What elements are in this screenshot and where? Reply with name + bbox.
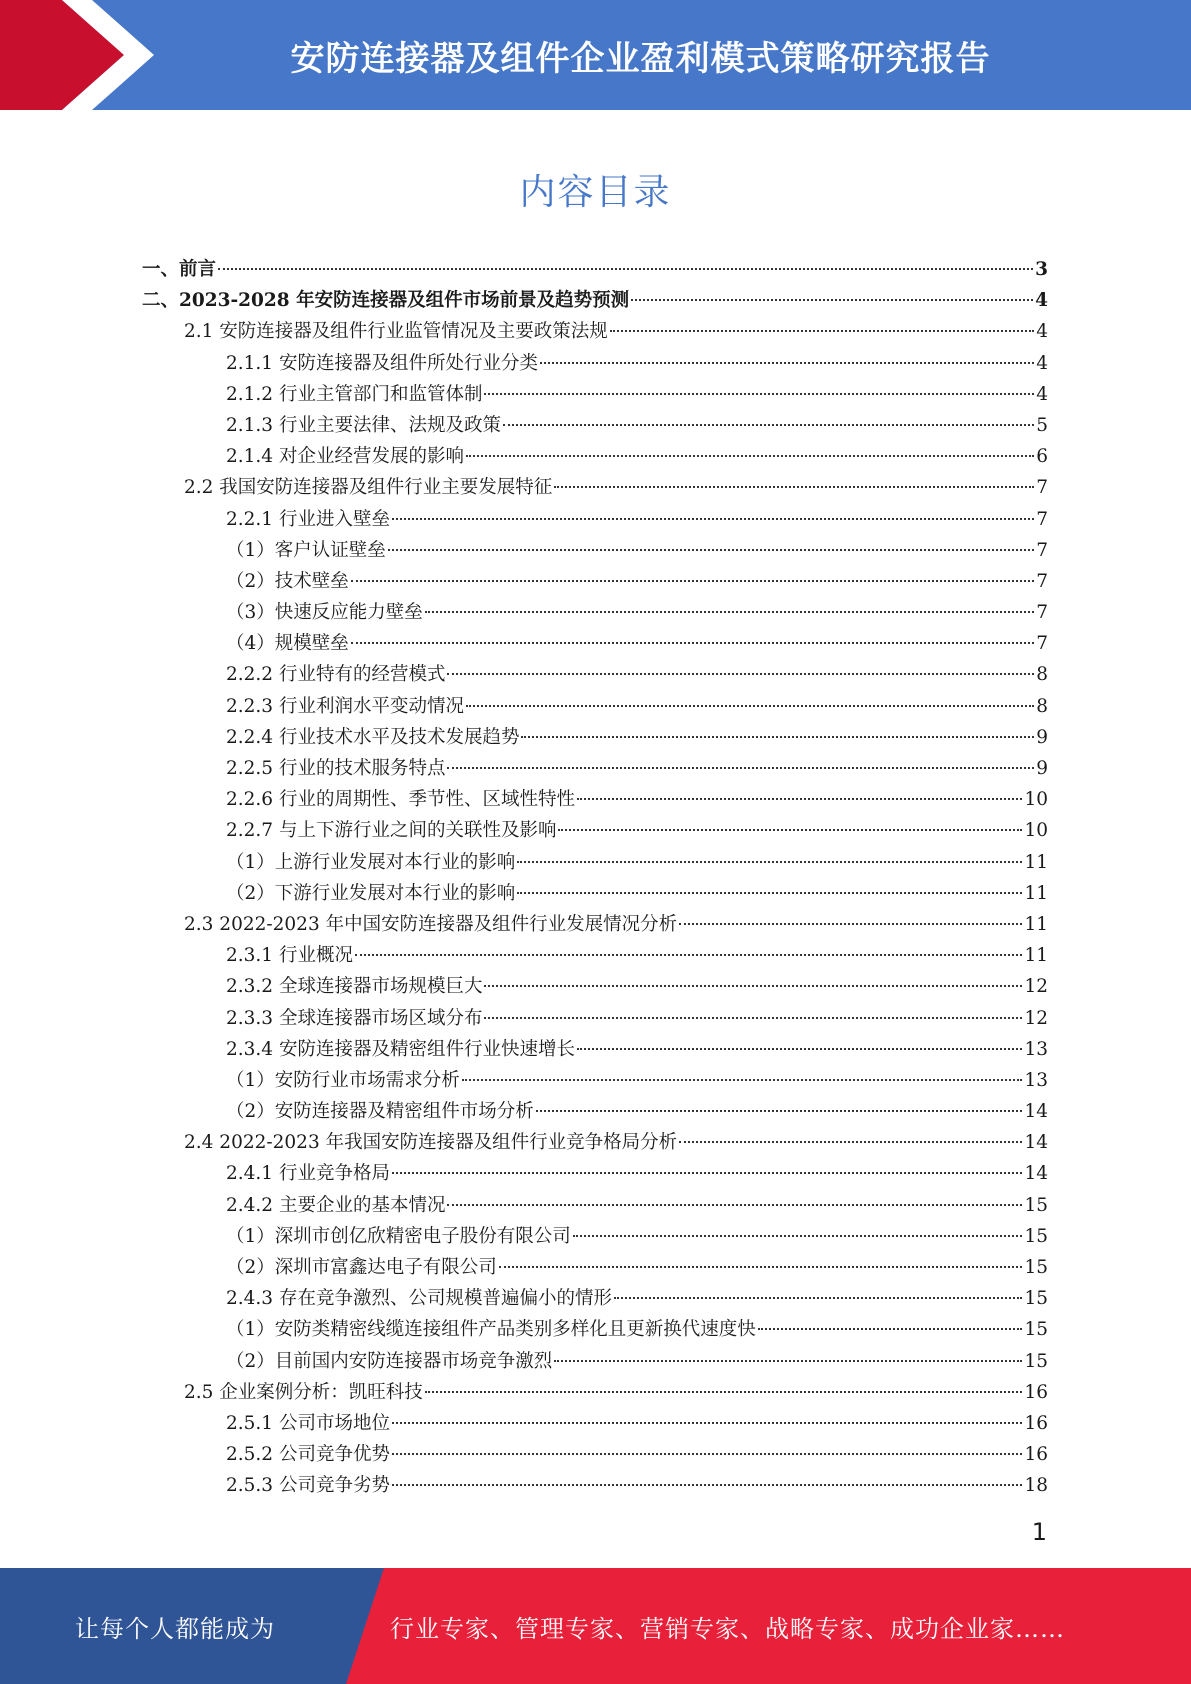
- toc-dot-leader: [462, 1079, 1023, 1081]
- toc-entry-page: 7: [1036, 570, 1048, 592]
- toc-entry-label: （2）深圳市富鑫达电子有限公司: [226, 1257, 497, 1278]
- toc-entry-label: 2.3.3 全球连接器市场区域分布: [226, 1007, 483, 1029]
- toc-entry[interactable]: [142, 285, 1048, 316]
- toc-dot-leader: [466, 455, 1034, 457]
- toc-dot-leader: [573, 1235, 1023, 1237]
- toc-entry-label: （1）深圳市创亿欣精密电子股份有限公司: [226, 1225, 571, 1247]
- report-title: 安防连接器及组件企业盈利模式策略研究报告: [290, 38, 991, 79]
- toc-dot-leader: [503, 424, 1034, 426]
- toc-dot-leader: [577, 1048, 1022, 1050]
- toc-entry[interactable]: [142, 1408, 1048, 1439]
- toc-entry[interactable]: [142, 410, 1048, 441]
- toc-entry-page: 11: [1024, 882, 1048, 904]
- toc-entry-page: 15: [1024, 1257, 1048, 1278]
- toc-entry[interactable]: [142, 628, 1048, 659]
- toc-entry-page: 4: [1036, 321, 1048, 343]
- toc-entry-label: 2.4.3 存在竞争激烈、公司规模普遍偏小的情形: [226, 1288, 612, 1310]
- toc-dot-leader: [351, 642, 1034, 644]
- toc-entry[interactable]: [142, 753, 1048, 784]
- toc-entry[interactable]: [142, 1127, 1048, 1158]
- toc-entry-label: 2.5.1 公司市场地位: [226, 1412, 390, 1434]
- toc-entry-label: 2.5 企业案例分析：凯旺科技: [184, 1381, 423, 1403]
- toc-entry-label: 2.1.4 对企业经营发展的影响: [226, 446, 464, 468]
- toc-entry[interactable]: [142, 1439, 1048, 1470]
- toc-entry-label: 2.4.2 主要企业的基本情况: [226, 1194, 446, 1216]
- toc-entry-page: 12: [1024, 1007, 1048, 1029]
- toc-entry-label: （1）安防行业市场需求分析: [226, 1069, 460, 1091]
- toc-dot-leader: [392, 1453, 1022, 1455]
- toc-entry[interactable]: [142, 1283, 1048, 1314]
- toc-entry-label: 2.2 我国安防连接器及组件行业主要发展特征: [184, 477, 553, 499]
- toc-entry-page: 11: [1024, 851, 1048, 873]
- toc-entry[interactable]: [142, 1470, 1048, 1501]
- toc-entry[interactable]: [142, 878, 1048, 909]
- toc-dot-leader: [484, 393, 1034, 395]
- toc-entry[interactable]: [142, 1096, 1048, 1127]
- toc-entry[interactable]: [142, 784, 1048, 815]
- toc-entry[interactable]: [142, 1065, 1048, 1096]
- toc-dot-leader: [521, 736, 1034, 738]
- toc-entry[interactable]: [142, 1314, 1048, 1345]
- toc-entry[interactable]: [142, 1252, 1048, 1283]
- toc-dot-leader: [425, 1391, 1023, 1393]
- toc-dot-leader: [484, 1017, 1022, 1019]
- toc-entry-label: （1）上游行业发展对本行业的影响: [226, 851, 516, 873]
- toc-entry-label: 2.2.3 行业利润水平变动情况: [226, 695, 464, 717]
- toc-heading: 内容目录: [519, 172, 672, 213]
- page-header: [0, 0, 1191, 110]
- toc-entry-page: 7: [1036, 539, 1048, 561]
- toc-entry[interactable]: [142, 597, 1048, 628]
- toc-entry[interactable]: [142, 1221, 1048, 1252]
- toc-entry[interactable]: [142, 659, 1048, 690]
- toc-entry-label: （2）下游行业发展对本行业的影响: [226, 882, 516, 904]
- toc-entry-page: 7: [1036, 477, 1048, 499]
- toc-entry-label: 2.2.1 行业进入壁垒: [226, 508, 390, 530]
- toc-entry-label: 2.1 安防连接器及组件行业监管情况及主要政策法规: [184, 321, 608, 343]
- toc-entry[interactable]: [142, 1034, 1048, 1065]
- toc-entry-label: （4）规模壁垒: [226, 633, 349, 655]
- toc-dot-leader: [392, 1172, 1022, 1174]
- toc-entry-label: 2.1.3 行业主要法律、法规及政策: [226, 414, 501, 436]
- toc-entry-label: 2.3.2 全球连接器市场规模巨大: [226, 976, 483, 998]
- toc-entry-label: （2）目前国内安防连接器市场竞争激烈: [226, 1350, 553, 1372]
- toc-entry-page: 8: [1036, 664, 1048, 686]
- toc-entry[interactable]: [142, 722, 1048, 753]
- toc-entry[interactable]: [142, 847, 1048, 878]
- toc-entry[interactable]: [142, 691, 1048, 722]
- toc-entry-page: 4: [1035, 290, 1048, 312]
- toc-entry-label: 2.2.7 与上下游行业之间的关联性及影响: [226, 820, 557, 842]
- toc-entry-page: 13: [1024, 1038, 1048, 1060]
- toc-entry-label: （1）安防类精密线缆连接组件产品类别多样化且更新换代速度快: [226, 1319, 756, 1341]
- footer-slogan-left: 让每个人都能成为: [75, 1614, 275, 1643]
- toc-entry-page: 6: [1036, 446, 1048, 468]
- toc-entry[interactable]: [142, 254, 1048, 285]
- toc-entry[interactable]: [142, 535, 1048, 566]
- toc-entry-label: 2.4 2022-2023 年我国安防连接器及组件行业竞争格局分析: [184, 1132, 678, 1154]
- toc-entry[interactable]: [142, 1190, 1048, 1221]
- toc-entry-page: 4: [1036, 352, 1048, 374]
- toc-dot-leader: [610, 330, 1034, 332]
- toc-dot-leader: [355, 954, 1023, 956]
- toc-entry-label: 2.5.3 公司竞争劣势: [226, 1475, 390, 1497]
- toc-dot-leader: [447, 1204, 1022, 1206]
- toc-dot-leader: [577, 798, 1022, 800]
- toc-entry-label: （2）技术壁垒: [226, 570, 349, 592]
- toc-dot-leader: [392, 518, 1034, 520]
- toc-entry[interactable]: [142, 348, 1048, 379]
- toc-entry-page: 11: [1024, 945, 1048, 967]
- toc-dot-leader: [631, 299, 1033, 301]
- toc-entry-label: 2.1.1 安防连接器及组件所处行业分类: [226, 352, 538, 374]
- toc-entry-page: 9: [1036, 726, 1048, 748]
- toc-entry-page: 18: [1024, 1475, 1048, 1497]
- toc-entry-page: 12: [1024, 976, 1048, 998]
- toc-entry[interactable]: [142, 815, 1048, 846]
- toc-entry-page: 4: [1036, 383, 1048, 405]
- toc-entry[interactable]: [142, 971, 1048, 1002]
- toc-dot-leader: [517, 892, 1022, 894]
- toc-dot-leader: [614, 1297, 1022, 1299]
- toc-entry-page: 15: [1024, 1350, 1048, 1372]
- toc-entry-label: 2.2.5 行业的技术服务特点: [226, 758, 446, 779]
- toc-entry[interactable]: [142, 441, 1048, 472]
- toc-entry-page: 16: [1024, 1381, 1048, 1403]
- toc-dot-leader: [536, 1110, 1023, 1112]
- toc-entry-page: 8: [1036, 695, 1048, 717]
- toc-entry-label: 二、2023-2028 年安防连接器及组件市场前景及趋势预测: [142, 290, 630, 312]
- toc-entry-label: 2.1.2 行业主管部门和监管体制: [226, 383, 483, 405]
- toc-entry-page: 5: [1036, 414, 1048, 436]
- toc-entry-page: 7: [1036, 508, 1048, 530]
- toc-entry-page: 15: [1024, 1225, 1048, 1247]
- toc-entry-page: 11: [1024, 913, 1048, 935]
- toc-entry-label: 一、前言: [142, 259, 217, 280]
- toc-dot-leader: [517, 861, 1022, 863]
- toc-entry[interactable]: [142, 1346, 1048, 1377]
- toc-entry-page: 16: [1024, 1444, 1048, 1466]
- toc-entry-page: 15: [1024, 1288, 1048, 1310]
- toc-entry-page: 14: [1024, 1101, 1048, 1123]
- toc-entry-page: 13: [1024, 1069, 1048, 1091]
- toc-dot-leader: [466, 705, 1034, 707]
- toc-entry-label: 2.2.4 行业技术水平及技术发展趋势: [226, 726, 520, 748]
- toc-entry-label: 2.5.2 公司竞争优势: [226, 1444, 390, 1466]
- page-number: 1: [1031, 1518, 1047, 1546]
- toc-dot-leader: [425, 611, 1034, 613]
- toc-entry-label: 2.3.4 安防连接器及精密组件行业快速增长: [226, 1038, 575, 1060]
- toc-entry[interactable]: [142, 940, 1048, 971]
- toc-entry-page: 10: [1024, 789, 1048, 811]
- toc-dot-leader: [392, 1484, 1022, 1486]
- toc-dot-leader: [679, 923, 1022, 925]
- toc-dot-leader: [484, 985, 1022, 987]
- toc-entry[interactable]: [142, 504, 1048, 535]
- page-footer: [0, 1568, 1191, 1684]
- toc-entry[interactable]: [142, 1158, 1048, 1189]
- toc-entry-page: 7: [1036, 633, 1048, 655]
- toc-dot-leader: [392, 1422, 1022, 1424]
- toc-entry-label: 2.4.1 行业竞争格局: [226, 1163, 390, 1185]
- toc-entry-page: 9: [1036, 758, 1048, 779]
- toc-dot-leader: [499, 1266, 1023, 1268]
- toc-dot-leader: [447, 767, 1034, 769]
- toc-dot-leader: [388, 549, 1034, 551]
- toc-entry[interactable]: [142, 1003, 1048, 1034]
- toc-dot-leader: [758, 1328, 1023, 1330]
- toc-entry[interactable]: [142, 472, 1048, 503]
- toc-dot-leader: [540, 362, 1034, 364]
- toc-entry[interactable]: [142, 909, 1048, 940]
- toc-dot-leader: [447, 673, 1034, 675]
- toc-entry-label: （1）客户认证壁垒: [226, 539, 386, 561]
- toc-dot-leader: [558, 829, 1022, 831]
- toc-entry-label: （2）安防连接器及精密组件市场分析: [226, 1101, 534, 1123]
- toc-entry-label: 2.2.2 行业特有的经营模式: [226, 664, 446, 686]
- toc-dot-leader: [679, 1141, 1022, 1143]
- toc-entry[interactable]: [142, 316, 1048, 347]
- toc-entry-label: 2.2.6 行业的周期性、季节性、区域性特性: [226, 789, 575, 811]
- toc-entry-page: 14: [1024, 1163, 1048, 1185]
- table-of-contents: [142, 254, 1048, 1502]
- toc-entry-page: 15: [1024, 1194, 1048, 1216]
- toc-entry-label: 2.3.1 行业概况: [226, 945, 353, 967]
- toc-dot-leader: [218, 268, 1033, 270]
- toc-entry-page: 15: [1024, 1319, 1048, 1341]
- toc-dot-leader: [554, 486, 1034, 488]
- toc-entry[interactable]: [142, 379, 1048, 410]
- toc-entry-page: 10: [1024, 820, 1048, 842]
- toc-entry-page: 7: [1036, 602, 1048, 624]
- footer-slogan-right: 行业专家、管理专家、营销专家、战略专家、成功企业家……: [390, 1614, 1065, 1643]
- toc-entry-label: （3）快速反应能力壁垒: [226, 602, 423, 624]
- toc-entry-label: 2.3 2022-2023 年中国安防连接器及组件行业发展情况分析: [184, 913, 678, 935]
- toc-entry-page: 16: [1024, 1412, 1048, 1434]
- toc-entry[interactable]: [142, 1377, 1048, 1408]
- toc-entry[interactable]: [142, 566, 1048, 597]
- toc-entry-page: 3: [1035, 259, 1048, 280]
- toc-entry-page: 14: [1024, 1132, 1048, 1154]
- toc-dot-leader: [554, 1360, 1022, 1362]
- toc-dot-leader: [351, 580, 1034, 582]
